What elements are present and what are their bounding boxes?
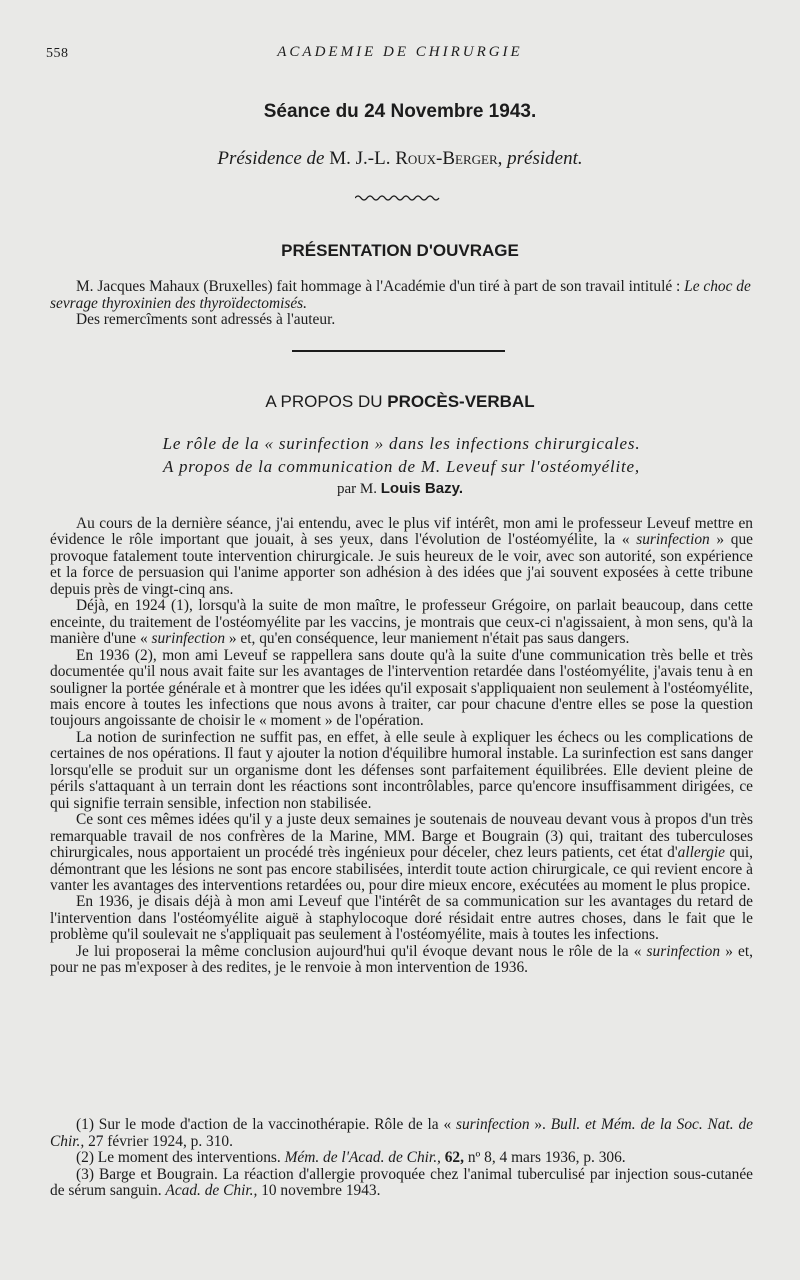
- paragraph-1: Au cours de la dernière séance, j'ai entendu, avec le plus vif intérêt, mon ami le professeur Leveuf mettre en évidence le rôle important que jouait, à ses yeux, dans l'évolution de l'ostéomyélite, la « surinfection » que provoque fatalement toute intervention chirurgicale. Je suis heureux de le voir, avec son autorité, son expérience et la force de persuasion qui l'anime apporter son adhésion à des idées que j'ai souvent exposées à cette tribune depuis près de vingt-cinq ans.: [50, 515, 753, 598]
- presidence-prefix: Présidence de: [217, 148, 325, 169]
- paragraph-6: En 1936, je disais déjà à mon ami Leveuf que l'intérêt de sa communication sur les avantages du retard de l'intervention dans l'ostéomyélite aiguë à staphylocoque doré résidait entre autres choses, dans le fait que le problème qu'il soulevait ne s'appliquait pas seulement à l'ostéomyélite, mais à toutes les infections.: [50, 893, 753, 944]
- presidence-suffix: président.: [507, 148, 583, 169]
- heading-bold: PROCÈS-VERBAL: [387, 392, 535, 411]
- byline-author: Louis Bazy.: [380, 480, 463, 497]
- paragraph-5: Ce sont ces mêmes idées qu'il y a juste deux semaines je soutenais de nouveau devant vous à propos d'un très remarquable travail de nos confrères de la Marine, MM. Barge et Bougrain (3) qui, traitant des tuberculoses chirurgicales, nous apportaient un procédé très ingénieux pour déceler, chez leurs patients, cet état d'allergie qui, démontrant que les lésions ne sont pas encore stabilisées, interdit toute action chirurgicale, ce qui revient encore à vanter les avantages des interventions retardées ou, pour dire mieux encore, exécutées au moment le plus propice.: [50, 811, 753, 894]
- heading-prefix: A PROPOS DU: [265, 392, 383, 411]
- byline-prefix: par M.: [337, 481, 377, 497]
- footnote-2: (2) Le moment des interventions. Mém. de l'Acad. de Chir., 62, nº 8, 4 mars 1936, p. 306.: [76, 1149, 626, 1166]
- presentation-text: [50, 279, 753, 329]
- article-body: [50, 516, 753, 977]
- article-title-line1: Le rôle de la « surinfection » dans les infections chirurgicales.: [162, 434, 641, 453]
- presidence-initials: M. J.-L.: [329, 148, 391, 169]
- presidence-line: [0, 148, 800, 170]
- article-title: [50, 432, 753, 478]
- article-title-line2: A propos de la communication de M. Leveuf sur l'ostéomyélite,: [163, 457, 640, 476]
- ornament-squiggle: [355, 193, 441, 203]
- paragraph-2: Déjà, en 1924 (1), lorsqu'à la suite de mon maître, le professeur Grégoire, on parlait beaucoup, dans cette enceinte, du traitement de l'ostéomyélite par les vaccins, je montrais que ceux-ci n'agissaient, à mon sens, qu'à la manière d'une « surinfection » et, qu'en conséquence, leur maniement n'était pas saus dangers.: [50, 597, 753, 648]
- presentation-line1: M. Jacques Mahaux (Bruxelles) fait hommage à l'Académie d'un tiré à part de son travail intitulé :: [76, 278, 681, 295]
- paragraph-7: Je lui proposerai la même conclusion aujourd'hui qu'il évoque devant nous le rôle de la « surinfection » et, pour ne pas m'exposer à des redites, je le renvoie à mon intervention de 1936.: [50, 942, 753, 977]
- paragraph-3: En 1936 (2), mon ami Leveuf se rappellera sans doute qu'à la suite d'une communication très belle et très documentée qu'il nous avait faite sur les avantages de l'intervention retardée dans l'ostéomyélite, j'avais tenu à en souligner la portée générale et à montrer que les idées qu'il exposait s'appliquaient non seulement à l'ostéomyélite, mais encore à toutes les infections que nous avons à traiter, car pour chacune d'entre elles se pose la question toujours angoissante de choisir le « moment » de l'opération.: [50, 646, 753, 730]
- byline: [0, 480, 800, 498]
- paragraph-4: La notion de surinfection ne suffit pas, en effet, à elle seule à expliquer les échecs ou les complications de certaines de nos opérations. Il faut y ajouter la notion d'équilibre humoral instable. La surinfection est sans danger lorsqu'elle se produit sur un organisme dont les défenses sont parfaitement équilibrées. Elle devient pleine de périls s'attaquant à un terrain dont les réactions sont incontrôlables, parce qu'encore insuffisamment dirigées, ce qui signifie terrain sensible, infection non stabilisée.: [50, 728, 753, 812]
- section-heading-presentation: PRÉSENTATION D'OUVRAGE: [281, 241, 519, 260]
- session-title: Séance du 24 Novembre 1943.: [263, 101, 537, 122]
- running-head: ACADEMIE DE CHIRURGIE: [277, 44, 523, 60]
- presentation-line2: Des remercîments sont adressés à l'auteur.: [76, 311, 336, 328]
- section-heading-proces-verbal: [0, 392, 800, 412]
- presentation-work-title: Le choc de sevrage thyroxinien des thyroïdectomisés.: [50, 278, 751, 312]
- page-number: 558: [46, 46, 69, 61]
- presidence-name: Roux-Berger,: [395, 148, 503, 169]
- footnote-1: (1) Sur le mode d'action de la vaccinothérapie. Rôle de la « surinfection ». Bull. et Mém. de la Soc. Nat. de Chir., 27 février 1924, p. 310.: [50, 1116, 753, 1150]
- section-divider: [292, 350, 505, 352]
- footnotes: [50, 1117, 753, 1200]
- footnote-3: (3) Barge et Bougrain. La réaction d'allergie provoquée chez l'animal tuberculisé par injection sous-cutanée de sérum sanguin. Acad. de Chir., 10 novembre 1943.: [50, 1165, 753, 1199]
